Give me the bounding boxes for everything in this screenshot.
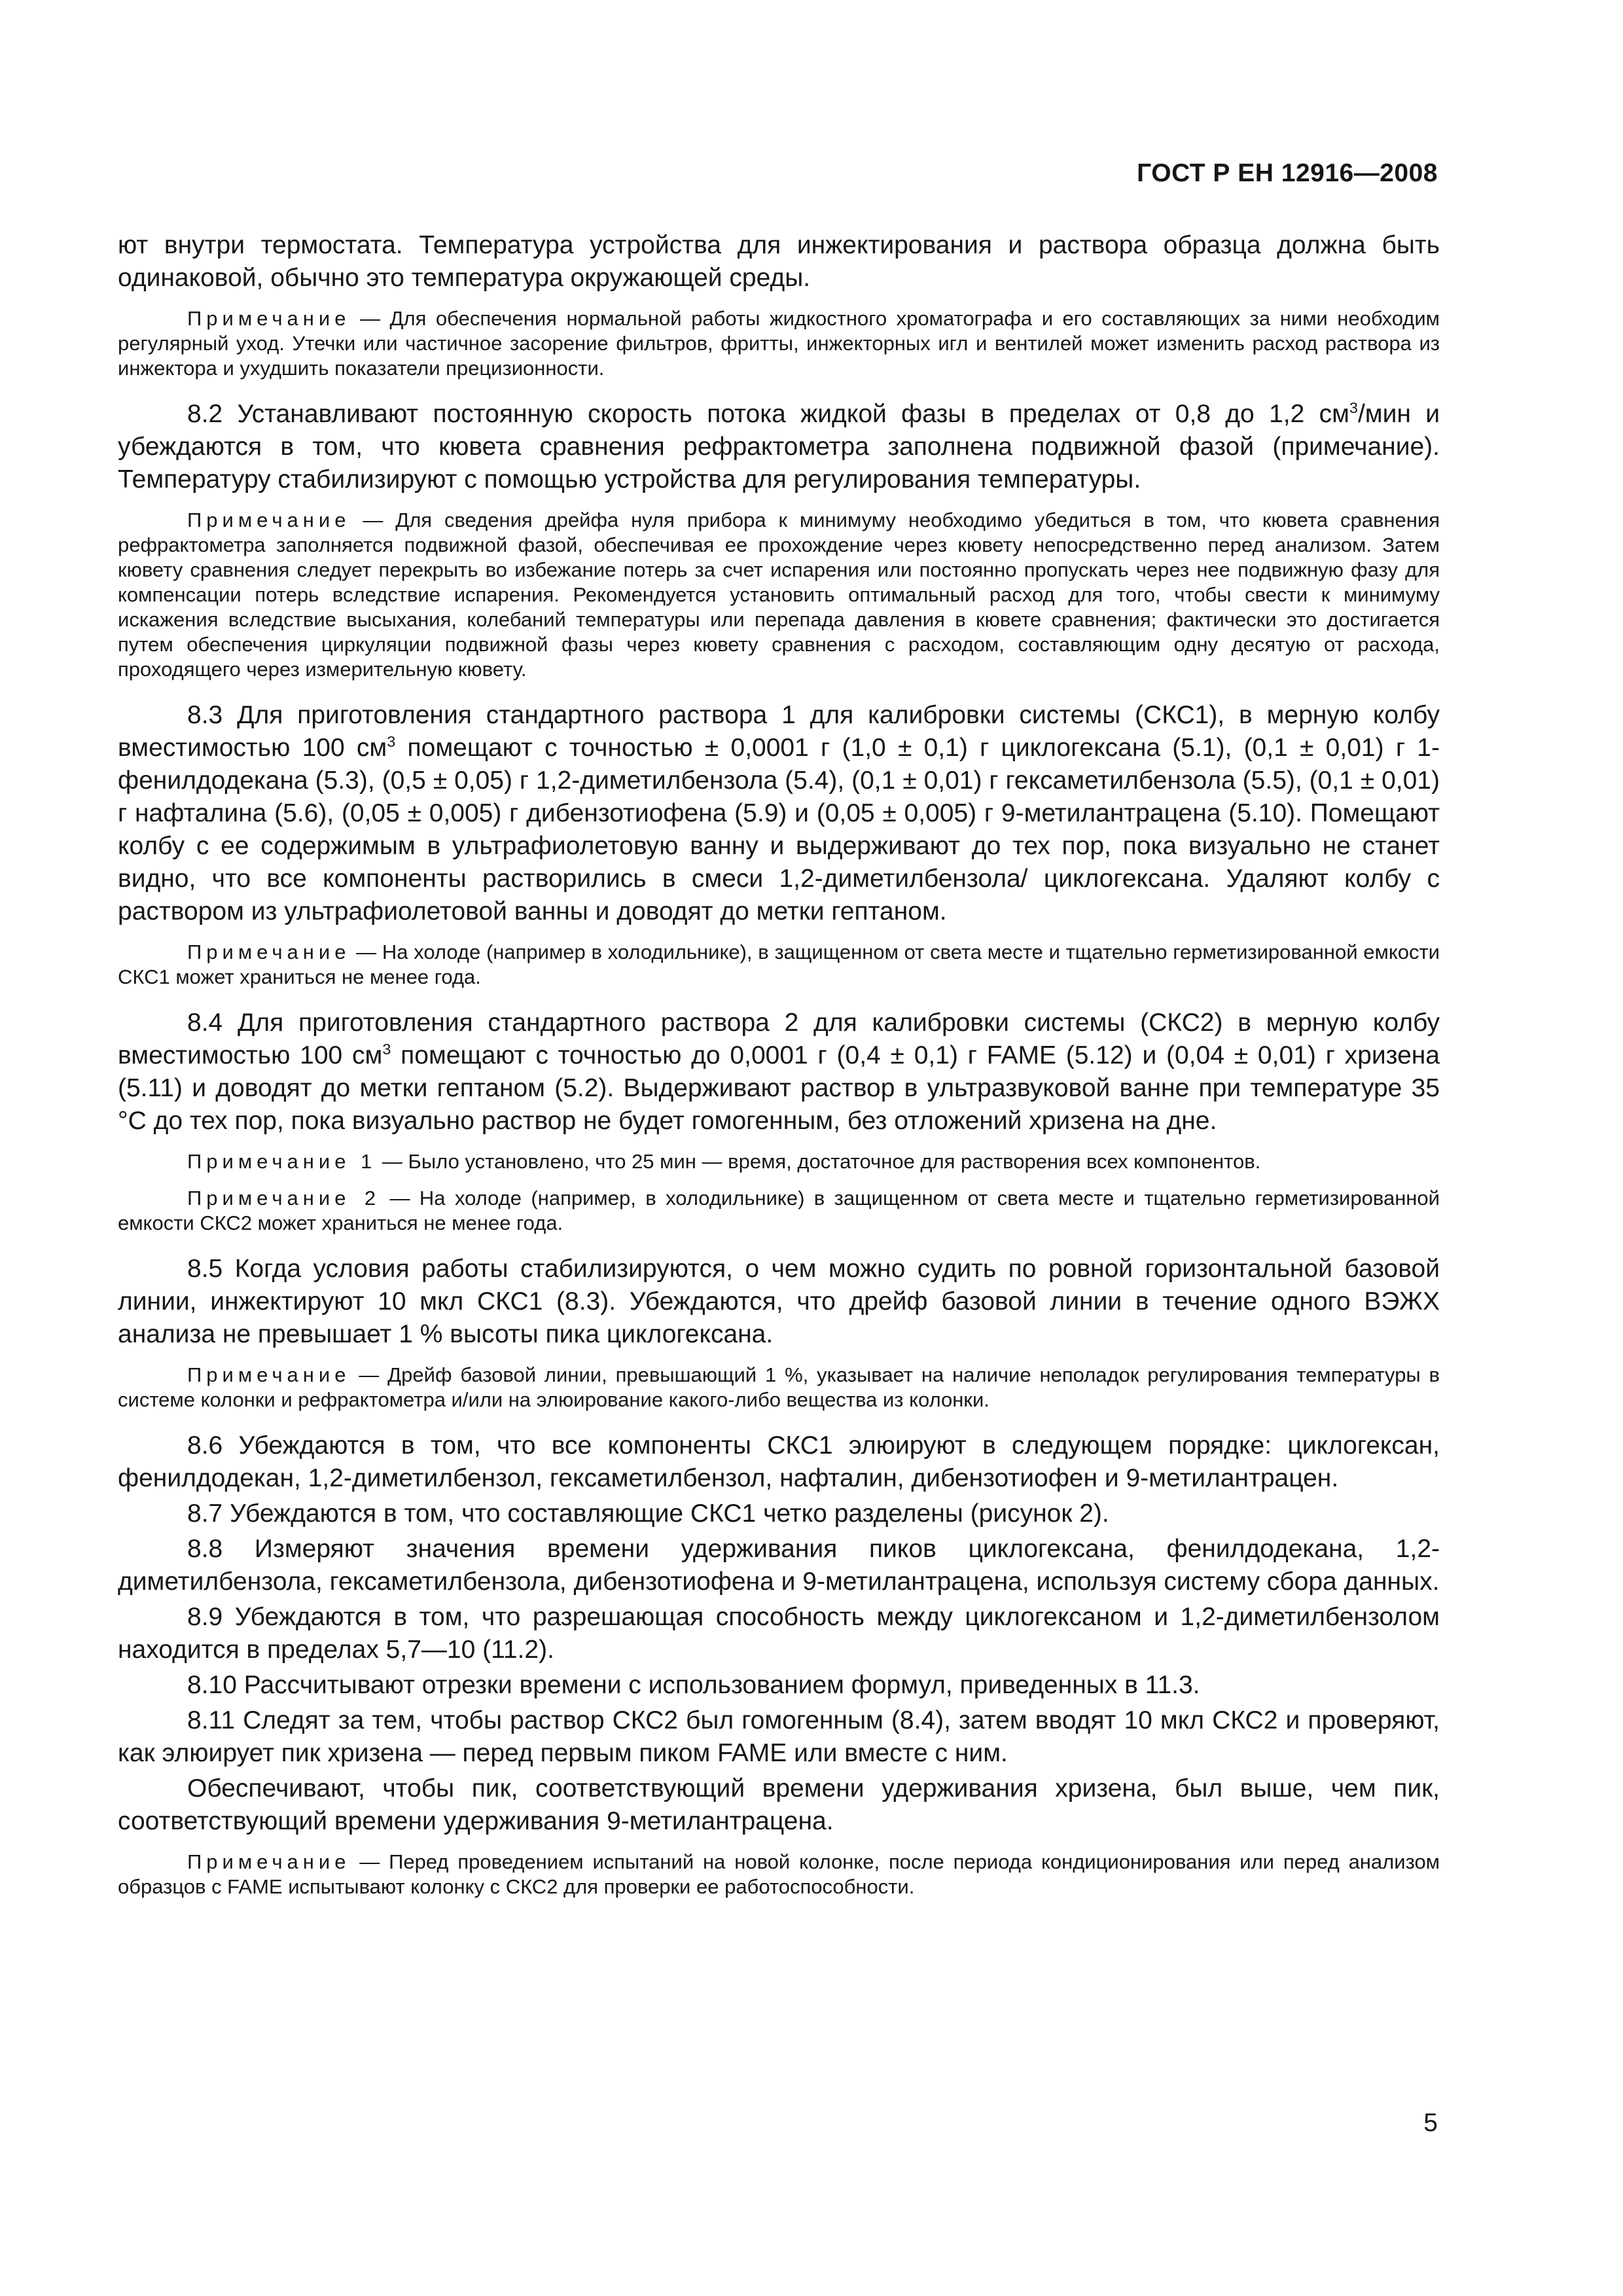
document-code-header: ГОСТ Р ЕН 12916—2008 (1137, 159, 1438, 187)
paragraph-text: 8.6 Убеждаются в том, что все компоненты СКС1 элюируют в следующем порядке: циклогексан, фенилдодекан, 1,2-диметилбензол, гексаметилбензол, нафталин, дибензотиофен и 9-метилантрацен. (118, 1431, 1440, 1492)
block-spacer (118, 1838, 1440, 1850)
paragraph-text: 8.7 Убеждаются в том, что составляющие СКС1 четко разделены (рисунок 2). (187, 1499, 1109, 1528)
paragraph-text: Обеспечивают, чтобы пик, соответствующий времени удерживания хризена, был выше, чем пик, соответствующий времени удерживания 9-метилантрацена. (118, 1774, 1440, 1835)
block-spacer (118, 990, 1440, 1007)
body-paragraph (118, 398, 1440, 496)
note-paragraph (118, 1850, 1440, 1899)
body-paragraph (118, 1498, 1440, 1530)
note-text: — Для обеспечения нормальной работы жидкостного хроматографа и его составляющих за ними необходим регулярный уход. Утечки или частичное засорение фильтров, фритты, инжекторных игл и вентилей может изменить расход раствора из инжектора и ухудшить показатели прецизионности. (118, 307, 1440, 380)
block-spacer (118, 928, 1440, 940)
block-spacer (118, 682, 1440, 699)
note-text: — Дрейф базовой линии, превышающий 1 %, указывает на наличие неполадок регулирования температуры в системе колонки и рефрактометра и/или на элюирование какого-либо вещества из колонки. (118, 1363, 1440, 1411)
block-spacer (118, 1351, 1440, 1363)
body-paragraph (118, 229, 1440, 295)
note-paragraph (118, 508, 1440, 682)
note-paragraph (118, 306, 1440, 381)
body-paragraph (118, 1669, 1440, 1702)
note-paragraph (118, 1149, 1440, 1174)
note-paragraph (118, 940, 1440, 990)
block-spacer (118, 1236, 1440, 1253)
block-spacer (118, 1174, 1440, 1186)
unit-superscript: 3 (382, 1041, 391, 1058)
body-paragraph (118, 699, 1440, 928)
paragraph-text: 8.9 Убеждаются в том, что разрешающая способность между циклогексаном и 1,2-диметилбензолом находится в пределах 5,7—10 (11.2). (118, 1603, 1440, 1664)
paragraph-text: 8.8 Измеряют значения времени удерживания пиков циклогексана, фенилдодекана, 1,2-диметилбензола, гексаметилбензола, дибензотиофена и 9-метилантрацена, используя систему сбора данных. (118, 1535, 1440, 1596)
paragraph-text: помещают с точностью до 0,0001 г (0,4 ± 0,1) г FAME (5.12) и (0,04 ± 0,01) г хризена (5.11) и доводят до метки гептаном (5.2). Выдерживают раствор в ультразвуковой ванне при температуре 35 °С до тех пор, пока визуально раствор не будет гомогенным, без отложений хризена на дне. (118, 1041, 1440, 1135)
note-text: — На холоде (например, в холодильнике) в защищенном от света месте и тщательно герметизированной емкости СКС2 может храниться не менее года. (118, 1187, 1440, 1234)
paragraph-text: 8.5 Когда условия работы стабилизируются, о чем можно судить по ровной горизонтальной базовой линии, инжектируют 10 мкл СКС1 (8.3). Убеждаются, что дрейф базовой линии в течение одного ВЭЖХ анализа не превышает 1 % высоты пика циклогексана. (118, 1255, 1440, 1348)
body-paragraph (118, 1429, 1440, 1495)
paragraph-text: 8.4 Для приготовления стандартного раствора 2 для калибровки системы (СКС2) в мерную колбу вместимостью 100 см (118, 1009, 1440, 1069)
note-text: — Для сведения дрейфа нуля прибора к минимуму необходимо убедиться в том, что кювета сравнения рефрактометра заполняется подвижной фазой, обеспечивая ее прохождение через кювету непосредственно перед анализом. Затем кювету сравнения следует перекрыть во избежание потерь за счет испарения или постоянно пропускать через нее подвижную фазу для компенсации потерь вследствие испарения. Рекомендуется установить оптимальный расход для того, чтобы свести к минимуму искажения вследствие высыхания, колебаний температуры или перепада давления в кювете сравнения; фактически это достигается путем обеспечения циркуляции подвижной фазы через кювету сравнения с расходом, составляющим одну десятую от расхода, проходящего через измерительную кювету. (118, 509, 1440, 681)
note-text: — Перед проведением испытаний на новой колонке, после периода кондиционирования или перед анализом образцов с FAME испытывают колонку с СКС2 для проверки ее работоспособности. (118, 1850, 1440, 1898)
paragraph-text: 8.3 Для приготовления стандартного раствора 1 для калибровки системы (СКС1), в мерную колбу вместимостью 100 см (118, 701, 1440, 762)
note-label: Примечание (187, 941, 351, 963)
body-paragraph (118, 1533, 1440, 1598)
body-paragraph (118, 1772, 1440, 1838)
note-text: — На холоде (например в холодильнике), в защищенном от света месте и тщательно герметизированной емкости СКС1 может храниться не менее года. (118, 941, 1440, 988)
note-text: — Было установлено, что 25 мин — время, достаточное для растворения всех компонентов. (376, 1150, 1261, 1173)
note-label: Примечание 1 (187, 1150, 377, 1173)
paragraph-text: 8.2 Устанавливают постоянную скорость потока жидкой фазы в пределах от 0,8 до 1,2 см (187, 400, 1349, 428)
paragraph-text: ют внутри термостата. Температура устройства для инжектирования и раствора образца должна быть одинаковой, обычно это температура окружающей среды. (118, 231, 1440, 292)
note-label: Примечание (187, 1850, 351, 1873)
page-number: 5 (1423, 2109, 1438, 2137)
paragraph-text: 8.11 Следят за тем, чтобы раствор СКС2 был гомогенным (8.4), затем вводят 10 мкл СКС2 и проверяют, как элюирует пик хризена — перед первым пиком FAME или вместе с ним. (118, 1706, 1440, 1767)
note-label: Примечание (187, 307, 351, 330)
note-paragraph (118, 1363, 1440, 1412)
body-paragraph (118, 1601, 1440, 1666)
block-spacer (118, 381, 1440, 398)
note-label: Примечание (187, 1363, 351, 1386)
body-paragraph (118, 1704, 1440, 1770)
unit-superscript: 3 (387, 733, 396, 750)
paragraph-text: помещают с точностью ± 0,0001 г (1,0 ± 0,1) г циклогексана (5.1), (0,1 ± 0,01) г 1-фенилдодекана (5.3), (0,5 ± 0,05) г 1,2-диметилбензола (5.4), (0,1 ± 0,01) г гексаметилбензола (5.5), (0,1 ± 0,01) г нафталина (5.6), (0,05 ± 0,005) г дибензотиофена (5.9) и (0,05 ± 0,005) г 9-метилантрацена (5.10). Помещают колбу с ее содержимым в ультрафиолетовую ванну и выдерживают до тех пор, пока визуально не станет видно, что все компоненты растворились в смеси 1,2-диметилбензола/ циклогексана. Удаляют колбу с раствором из ультрафиолетовой ванны и доводят до метки гептаном. (118, 734, 1440, 925)
paragraph-text: /мин и убеждаются в том, что кювета сравнения рефрактометра заполнена подвижной фазой (примечание). Температуру стабилизируют с помощью устройства для регулирования температуры. (118, 400, 1440, 493)
unit-superscript: 3 (1349, 399, 1358, 416)
block-spacer (118, 1412, 1440, 1429)
paragraph-text: 8.10 Рассчитывают отрезки времени с использованием формул, приведенных в 11.3. (187, 1671, 1200, 1699)
body-paragraph (118, 1253, 1440, 1351)
block-spacer (118, 295, 1440, 306)
document-body (118, 229, 1440, 1899)
note-paragraph (118, 1186, 1440, 1236)
block-spacer (118, 496, 1440, 508)
body-paragraph (118, 1007, 1440, 1138)
note-label: Примечание (187, 509, 351, 531)
block-spacer (118, 1138, 1440, 1149)
note-label: Примечание 2 (187, 1187, 381, 1210)
